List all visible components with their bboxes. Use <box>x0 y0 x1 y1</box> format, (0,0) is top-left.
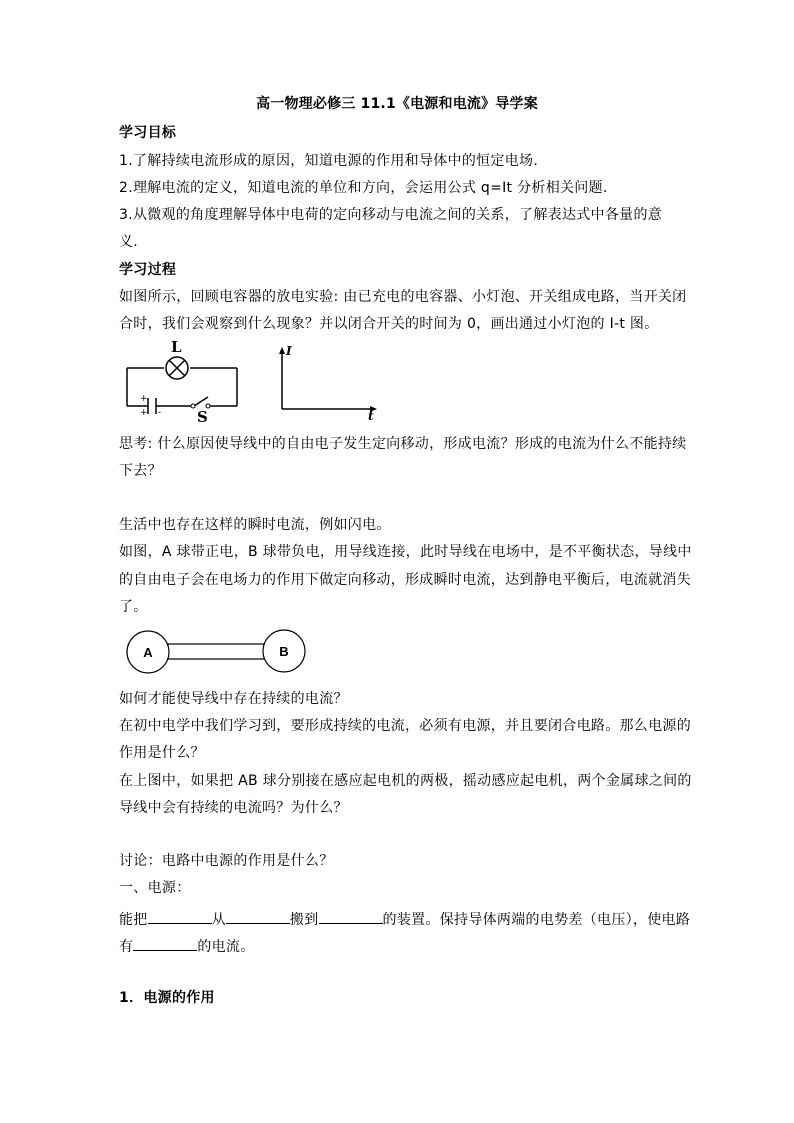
question-continuous-current: 如何才能使导线中存在持续的电流？ <box>119 691 348 707</box>
fill-text-1: 能把 <box>119 912 148 928</box>
sphere-b-label: B <box>279 644 289 659</box>
spheres-text-line3: 了。 <box>119 599 148 615</box>
fill-blank-3[interactable] <box>319 908 383 924</box>
goal-item-3: 3.从微观的角度理解导体中电荷的定向移动与电流之间的关系，了解表达式中各量的意 <box>119 207 663 223</box>
think-line2: 下去？ <box>119 463 162 479</box>
think-line1: 思考: 什么原因使导线中的自由电子发生定向移动，形成电流？形成的电流为什么不能持续 <box>119 436 687 452</box>
fill-text-4: 的装置。保持导体两端的电势差（电压），使电路 <box>382 912 691 928</box>
x-axis-label: t <box>368 409 374 423</box>
cap-plus-1: + <box>140 394 148 404</box>
fill-blank-1[interactable] <box>148 908 212 924</box>
lamp-label: L <box>171 338 182 356</box>
fill-text-5: 有 <box>119 939 134 955</box>
discuss-text: 讨论：电路中电源的作用是什么？ <box>119 853 334 869</box>
goals-heading: 学习目标 <box>119 125 177 141</box>
spheres-diagram <box>124 628 309 678</box>
fill-text-3: 搬到 <box>289 912 319 928</box>
fill-text-2: 从 <box>211 912 226 928</box>
cap-plus-2: + <box>140 408 148 418</box>
circuit-diagram <box>120 338 245 426</box>
sphere-a-label: A <box>143 645 153 660</box>
cap-minus: - <box>158 408 162 418</box>
generator-line2: 导线中会有持续的电流吗？为什么？ <box>119 800 348 816</box>
section-power-source: 一、电源： <box>119 880 191 896</box>
process-heading: 学习过程 <box>119 262 177 278</box>
fill-blank-2[interactable] <box>226 908 290 924</box>
fill-line2 <box>119 935 679 956</box>
switch-contact-left <box>191 404 195 408</box>
it-graph <box>275 343 385 421</box>
subsection-power-role: 1．电源的作用 <box>119 990 215 1006</box>
generator-line1: 在上图中，如果把 AB 球分别接在感应起电机的两极，摇动感应起电机，两个金属球之间的 <box>119 773 692 789</box>
goal-item-3-cont: 义. <box>119 234 139 250</box>
process-intro-line1: 如图所示，回顾电容器的放电实验: 由已充电的电容器、小灯泡、开关组成电路，当开关闭 <box>119 289 687 305</box>
goal-item-1: 1.了解持续电流形成的原因，知道电源的作用和导体中的恒定电场. <box>119 153 539 169</box>
goal-item-2: 2.理解电流的定义，知道电流的单位和方向，会运用公式 q=It 分析相关问题. <box>119 180 608 196</box>
fill-blank-4[interactable] <box>133 935 197 951</box>
lightning-text: 生活中也存在这样的瞬时电流，例如闪电。 <box>119 517 391 533</box>
switch-label: S <box>197 408 208 426</box>
y-axis-label: I <box>286 344 292 358</box>
spheres-text-line2: 的自由电子会在电场力的作用下做定向移动，形成瞬时电流，达到静电平衡后，电流就消失 <box>119 572 691 588</box>
fill-text-6: 的电流。 <box>197 939 255 955</box>
junior-line1: 在初中电学中我们学习到，要形成持续的电流，必须有电源，并且要闭合电路。那么电源的 <box>119 718 691 734</box>
page-title: 高一物理必修三 11.1《电源和电流》导学案 <box>256 96 538 112</box>
junior-line2: 作用是什么？ <box>119 745 205 761</box>
spheres-text-line1: 如图，A 球带正电，B 球带负电，用导线连接，此时导线在电场中，是不平衡状态，导线中 <box>119 544 692 560</box>
y-axis-arrow <box>279 347 285 354</box>
process-intro-line2: 合时，我们会观察到什么现象？并以闭合开关的时间为 0，画出通过小灯泡的 I-t 图。 <box>119 316 659 332</box>
fill-line1 <box>119 908 691 929</box>
